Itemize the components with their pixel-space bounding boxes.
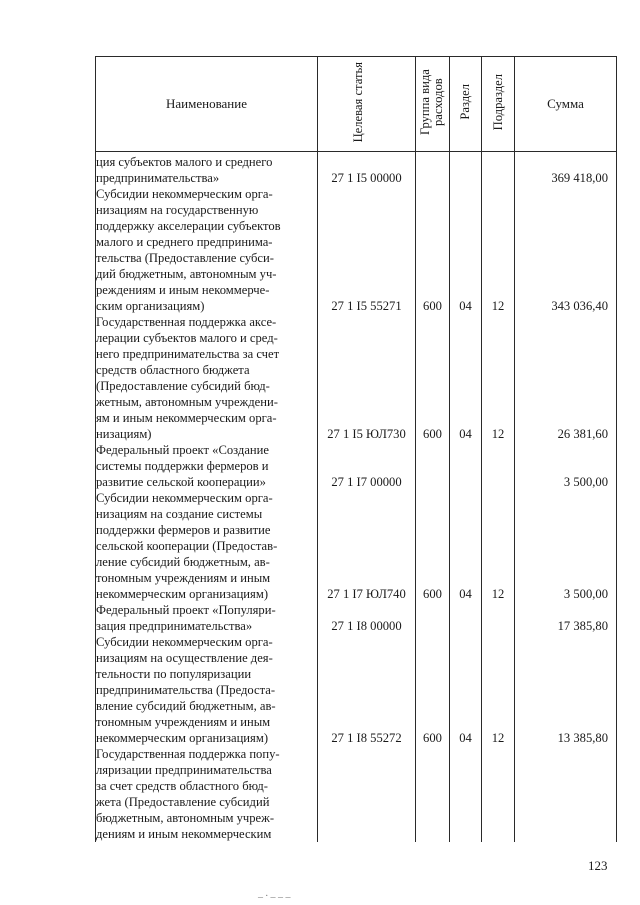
header-sum: Сумма xyxy=(515,57,617,152)
name-line: жетным, автономным учреждени- xyxy=(96,395,278,409)
name-line: предпринимательства (Предоста- xyxy=(96,683,276,697)
name-line: Федеральный проект «Популяри- xyxy=(96,603,276,617)
name-line: поддержки фермеров и развитие xyxy=(96,523,271,537)
name-line: Субсидии некоммерческим орга- xyxy=(96,635,273,649)
name-line: дениям и иным некоммерческим xyxy=(96,827,272,841)
name-line: лерации субъектов малого и сред- xyxy=(96,331,278,345)
header-group xyxy=(416,57,450,152)
name-line: сельской кооперации (Предостав- xyxy=(96,539,278,553)
code-value: 27 1 I8 55272 xyxy=(331,731,402,745)
sum-value: 3 500,00 xyxy=(563,587,608,601)
name-line: жета (Предоставление субсидий xyxy=(96,795,270,809)
budget-table xyxy=(95,56,617,842)
name-line: некоммерческим организациям) xyxy=(96,587,269,601)
name-line: Субсидии некоммерческим орга- xyxy=(96,187,273,201)
header-name: Наименование xyxy=(96,57,318,152)
name-line: бюджетным, автономным учреж- xyxy=(96,811,275,825)
group-value: 600 xyxy=(423,427,442,441)
subsection-value: 12 xyxy=(491,299,505,313)
header-code xyxy=(318,57,416,152)
section-value: 04 xyxy=(459,587,472,601)
subsection-value: 12 xyxy=(491,587,505,601)
code-value: 27 1 I8 00000 xyxy=(331,619,402,633)
page-number: 123 xyxy=(588,858,608,873)
name-line: Субсидии некоммерческим орга- xyxy=(96,491,273,505)
name-line: ям и иным некоммерческим орга- xyxy=(96,411,277,425)
sum-value: 13 385,80 xyxy=(557,731,608,745)
code-value: 27 1 I7 00000 xyxy=(331,475,402,489)
sum-value: 3 500,00 xyxy=(563,475,608,489)
name-line: тономным учреждениям и иным xyxy=(96,571,271,585)
group-value: 600 xyxy=(423,299,442,313)
subsection-column xyxy=(482,152,515,843)
group-column xyxy=(416,152,450,843)
header-code-label: Целевая статья xyxy=(350,61,365,143)
name-line: за счет средств областного бюд- xyxy=(96,779,269,793)
name-line: развитие сельской кооперации» xyxy=(96,475,266,489)
name-line: низациям на создание системы xyxy=(96,507,263,521)
name-line: ляризации предпринимательства xyxy=(96,763,272,777)
name-column xyxy=(96,152,318,843)
sum-value: 17 385,80 xyxy=(557,619,608,633)
name-line: тельства (Предоставление субси- xyxy=(96,251,274,265)
subsection-value: 12 xyxy=(491,731,505,745)
code-column xyxy=(318,152,416,843)
header-section-label: Раздел xyxy=(458,84,472,120)
table-header-row xyxy=(96,57,617,152)
name-line: ским организациям) xyxy=(96,299,205,313)
name-line: средств областного бюджета xyxy=(96,363,250,377)
sum-column xyxy=(515,152,617,843)
name-line: Государственная поддержка аксе- xyxy=(96,315,277,329)
name-line: дий бюджетным, автономным уч- xyxy=(96,267,277,281)
header-subsection-label: Подраздел xyxy=(490,73,505,131)
section-column xyxy=(450,152,482,843)
header-group-label: Группа вида расходов xyxy=(417,69,445,135)
code-value: 27 1 I5 ЮЛ730 xyxy=(327,427,406,441)
name-line: (Предоставление субсидий бюд- xyxy=(96,379,270,393)
section-value: 04 xyxy=(459,731,472,745)
name-line: предпринимательства» xyxy=(96,171,220,185)
group-value: 600 xyxy=(423,587,442,601)
name-line: Государственная поддержка попу- xyxy=(96,747,280,761)
name-line: низациям на осуществление дея- xyxy=(96,651,273,665)
code-value: 27 1 I7 ЮЛ740 xyxy=(327,587,406,601)
name-line: ция субъектов малого и среднего xyxy=(96,155,273,169)
group-value: 600 xyxy=(423,731,442,745)
name-line: низациям на государственную xyxy=(96,203,259,217)
sum-value: 343 036,40 xyxy=(551,299,608,313)
name-line: системы поддержки фермеров и xyxy=(96,459,269,473)
subsection-value: 12 xyxy=(491,427,505,441)
name-line: тельности по популяризации xyxy=(96,667,252,681)
bottom-mark: _ . _ _ _ xyxy=(258,888,291,899)
code-value: 27 1 I5 00000 xyxy=(331,171,402,185)
name-lines xyxy=(96,154,317,842)
name-line: реждениям и иным некоммерче- xyxy=(96,283,270,297)
section-value: 04 xyxy=(459,427,472,441)
name-line: Федеральный проект «Создание xyxy=(96,443,269,457)
name-line: тономным учреждениям и иным xyxy=(96,715,271,729)
name-line: ление субсидий бюджетным, ав- xyxy=(96,555,270,569)
table-body-row xyxy=(96,152,617,843)
name-line: низациям) xyxy=(96,427,152,441)
header-subsection xyxy=(482,57,515,152)
name-line: него предпринимательства за счет xyxy=(96,347,280,361)
sum-value: 369 418,00 xyxy=(551,171,608,185)
name-line: вление субсидий бюджетным, ав- xyxy=(96,699,276,713)
code-value: 27 1 I5 55271 xyxy=(331,299,402,313)
name-line: поддержку акселерации субъектов xyxy=(96,219,281,233)
section-value: 04 xyxy=(459,299,472,313)
header-section xyxy=(450,57,482,152)
name-line: некоммерческим организациям) xyxy=(96,731,269,745)
name-line: малого и среднего предпринима- xyxy=(96,235,273,249)
name-line: зация предпринимательства» xyxy=(96,619,253,633)
sum-value: 26 381,60 xyxy=(557,427,608,441)
